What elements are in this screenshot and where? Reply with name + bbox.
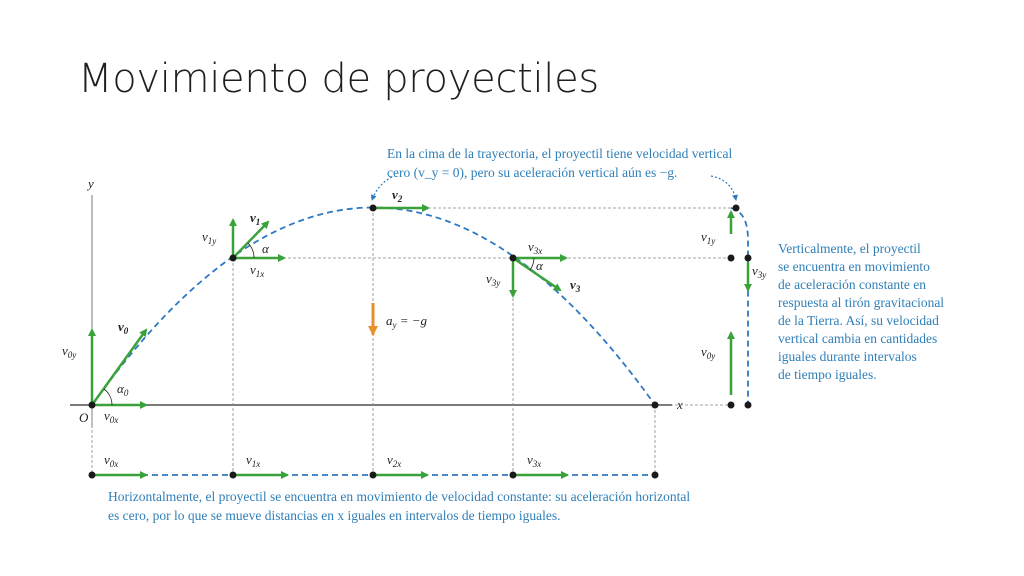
label-v3: $v_3$ (570, 277, 581, 294)
acceleration-indicator (373, 303, 428, 335)
svg-text:de tiempo iguales.: de tiempo iguales. (778, 367, 877, 382)
label-v1: $v_1$ (250, 210, 261, 227)
label-v3y-right: $v_{3y}$ (752, 263, 767, 280)
horizontal-motion-row (89, 452, 659, 479)
bottom-note (108, 489, 690, 523)
top-note (387, 146, 732, 180)
label-alpha-3: α (536, 258, 543, 273)
label-alpha-1: α (262, 241, 269, 256)
slide-title: Movimiento de proyectiles (78, 56, 599, 102)
guide-lines (92, 208, 731, 475)
svg-text:es cero, por lo que se mueve d: es cero, por lo que se mueve distancias en x iguales en intervalos de tiempo iguales. (108, 508, 561, 523)
axis-label-y: y (88, 176, 94, 191)
label-v0x: $v_{0x}$ (104, 408, 119, 425)
label-v2: $v_2$ (392, 187, 403, 204)
label-v1y-right: $v_{1y}$ (701, 229, 716, 246)
top-note-pointer-left (372, 177, 392, 200)
axes (70, 176, 683, 428)
svg-text:En la cima de la trayectoria,: En la cima de la trayectoria, el proyectil tiene velocidad vertical (387, 146, 733, 161)
svg-text:Horizontalmente, el proyectil: Horizontalmente, el proyectil se encuentra en movimiento de velocidad constante: su aceleración horizontal (108, 489, 691, 504)
axis-label-x: x (677, 397, 683, 412)
vertical-motion-column (701, 205, 766, 409)
svg-text:se encuentra en movimiento: se encuentra en movimiento (778, 259, 930, 274)
label-v0: $v_0$ (118, 319, 129, 336)
label-v1x-bottom: $v_{1x}$ (246, 452, 261, 469)
svg-text:vertical cambia en cantidades: vertical cambia en cantidades (778, 331, 938, 346)
label-ay: $a_y = -g$ (386, 313, 428, 330)
label-v1x: $v_{1x}$ (250, 262, 265, 279)
point-2 (370, 187, 429, 212)
label-alpha0: $\alpha_0$ (117, 381, 129, 398)
label-v3x-bottom: $v_{3x}$ (527, 452, 542, 469)
label-v0y-right: $v_{0y}$ (701, 344, 716, 361)
svg-text:iguales durante intervalos: iguales durante intervalos (778, 349, 917, 364)
right-note (778, 241, 944, 382)
top-note-pointer-right (711, 176, 736, 200)
label-v0x-bottom: $v_{0x}$ (104, 452, 119, 469)
svg-text:de aceleración constante en: de aceleración constante en (778, 277, 927, 292)
label-v3y: $v_{3y}$ (486, 271, 501, 288)
svg-text:cero (v_y = 0), pero su aceler: cero (v_y = 0), pero su aceleración vertical aún es −g. (387, 165, 678, 180)
label-v2x-bottom: $v_{2x}$ (387, 452, 402, 469)
point-1 (202, 210, 284, 279)
svg-text:respuesta al tirón gravitacion: respuesta al tirón gravitacional (778, 295, 945, 310)
origin-label: O (79, 410, 89, 425)
svg-text:de la Tierra. Así, su velocida: de la Tierra. Así, su velocidad (778, 313, 939, 328)
label-v3x: $v_{3x}$ (528, 239, 543, 256)
label-v1y: $v_{1y}$ (202, 229, 217, 246)
label-v0y: $v_{0y}$ (62, 343, 77, 360)
point-0 (62, 319, 146, 425)
svg-text:Verticalmente, el proyectil: Verticalmente, el proyectil (778, 241, 921, 256)
